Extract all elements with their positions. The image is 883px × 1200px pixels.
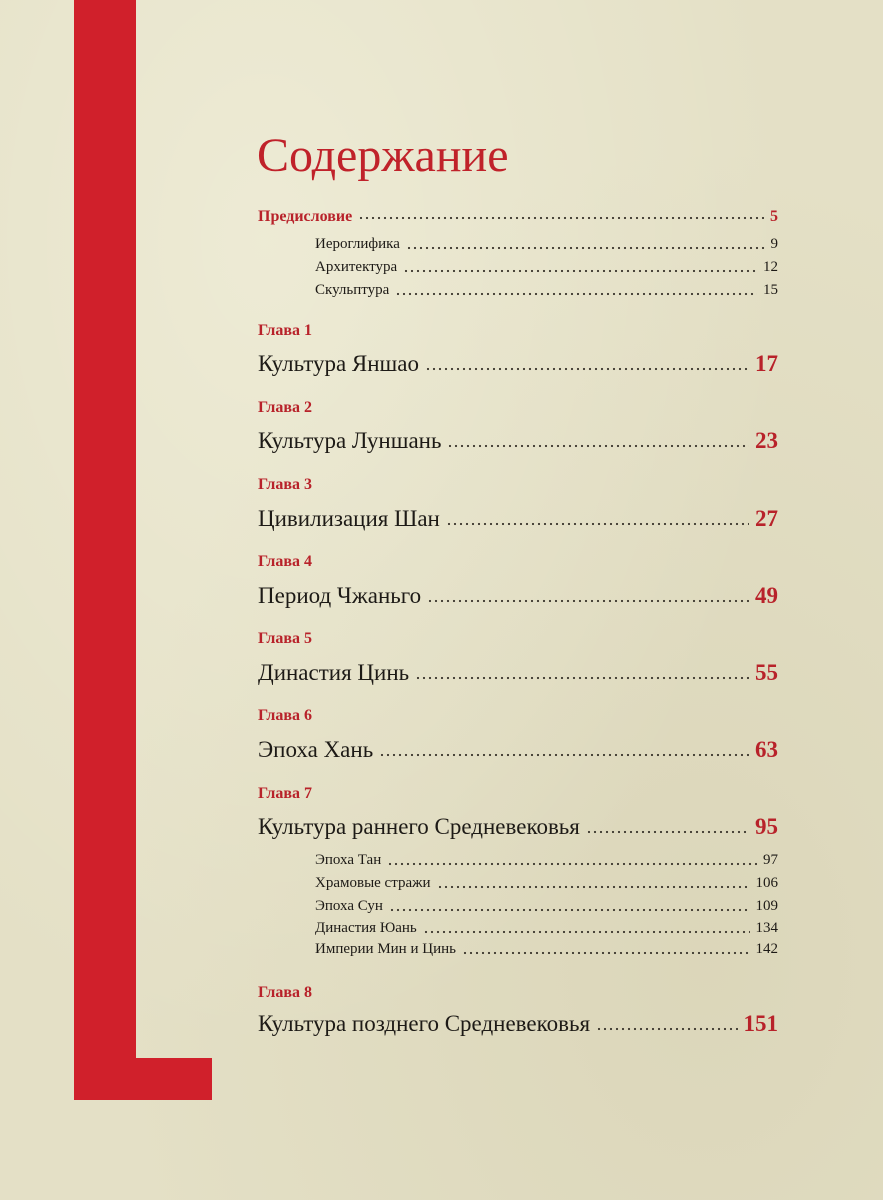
entry-title: Культура Луншань — [258, 428, 442, 453]
page-number: 151 — [743, 1011, 778, 1036]
page-number: 5 — [770, 208, 778, 225]
page-title: Содержание — [257, 129, 509, 182]
dot-leader — [395, 292, 757, 296]
toc-entry-chapter[interactable] — [258, 428, 778, 454]
page-number: 97 — [763, 852, 778, 868]
entry-title: Культура Яншао — [258, 351, 419, 376]
entry-title: Династия Юань — [315, 920, 417, 936]
dot-leader — [379, 753, 749, 757]
toc-subentry[interactable] — [315, 875, 778, 895]
entry-title: Культура позднего Средневековья — [258, 1011, 591, 1036]
page-number: 9 — [770, 236, 778, 252]
entry-title: Империи Мин и Цинь — [315, 941, 456, 957]
toc-subentry[interactable] — [315, 898, 778, 918]
toc-entry-chapter[interactable] — [258, 351, 778, 377]
toc-subentry[interactable] — [315, 920, 778, 940]
entry-title: Предисловие — [258, 208, 353, 225]
entry-title: Иероглифика — [315, 236, 400, 252]
toc-subentry[interactable] — [315, 236, 778, 256]
page-number: 15 — [763, 282, 778, 298]
page-number: 142 — [755, 941, 778, 957]
decorative-red-bar — [74, 0, 136, 1100]
toc-subentry[interactable] — [315, 259, 778, 279]
dot-leader — [406, 246, 765, 250]
page-number: 134 — [755, 920, 778, 936]
toc-entry-chapter[interactable] — [258, 506, 778, 532]
toc-entry-chapter[interactable] — [258, 660, 778, 686]
entry-title: Архитектура — [315, 259, 398, 275]
entry-title: Храмовые стражи — [315, 875, 431, 891]
chapter-label: Глава 8 — [258, 984, 312, 1001]
toc-entry-preface[interactable] — [258, 208, 778, 226]
entry-title: Эпоха Тан — [315, 852, 382, 868]
dot-leader — [446, 522, 749, 526]
toc-subentry[interactable] — [315, 852, 778, 872]
chapter-label: Глава 5 — [258, 630, 312, 647]
page-number: 27 — [755, 506, 778, 531]
chapter-label: Глава 2 — [258, 399, 312, 416]
dot-leader — [447, 444, 749, 448]
dot-leader — [596, 1027, 737, 1031]
chapter-label: Глава 3 — [258, 476, 312, 493]
entry-title: Эпоха Сун — [315, 898, 383, 914]
chapter-label: Глава 1 — [258, 322, 312, 339]
toc-subentry[interactable] — [315, 282, 778, 302]
dot-leader — [586, 830, 749, 834]
dot-leader — [389, 908, 750, 912]
dot-leader — [415, 676, 749, 680]
page-number: 106 — [755, 875, 778, 891]
chapter-label: Глава 7 — [258, 785, 312, 802]
page-number: 12 — [763, 259, 778, 275]
toc-entry-chapter[interactable] — [258, 583, 778, 609]
decorative-red-bar-foot — [74, 1058, 212, 1100]
dot-leader — [423, 930, 750, 934]
page-number: 49 — [755, 583, 778, 608]
entry-title: Династия Цинь — [258, 660, 410, 685]
toc-subentry[interactable] — [315, 941, 778, 961]
entry-title: Культура раннего Средневековья — [258, 814, 580, 839]
dot-leader — [437, 885, 750, 889]
page-number: 55 — [755, 660, 778, 685]
dot-leader — [403, 269, 757, 273]
toc-entry-chapter[interactable] — [258, 1011, 778, 1037]
entry-title: Цивилизация Шан — [258, 506, 440, 531]
page-number: 109 — [755, 898, 778, 914]
chapter-label: Глава 6 — [258, 707, 312, 724]
entry-title: Период Чжаньго — [258, 583, 422, 608]
dot-leader — [387, 862, 757, 866]
page-number: 95 — [755, 814, 778, 839]
chapter-label: Глава 4 — [258, 553, 312, 570]
page-number: 63 — [755, 737, 778, 762]
toc-entry-chapter[interactable] — [258, 737, 778, 763]
dot-leader — [427, 599, 749, 603]
dot-leader — [462, 951, 750, 955]
dot-leader — [425, 367, 749, 371]
dot-leader — [358, 216, 764, 220]
page-number: 23 — [755, 428, 778, 453]
page-number: 17 — [755, 351, 778, 376]
entry-title: Скульптура — [315, 282, 390, 298]
entry-title: Эпоха Хань — [258, 737, 374, 762]
toc-entry-chapter[interactable] — [258, 814, 778, 840]
